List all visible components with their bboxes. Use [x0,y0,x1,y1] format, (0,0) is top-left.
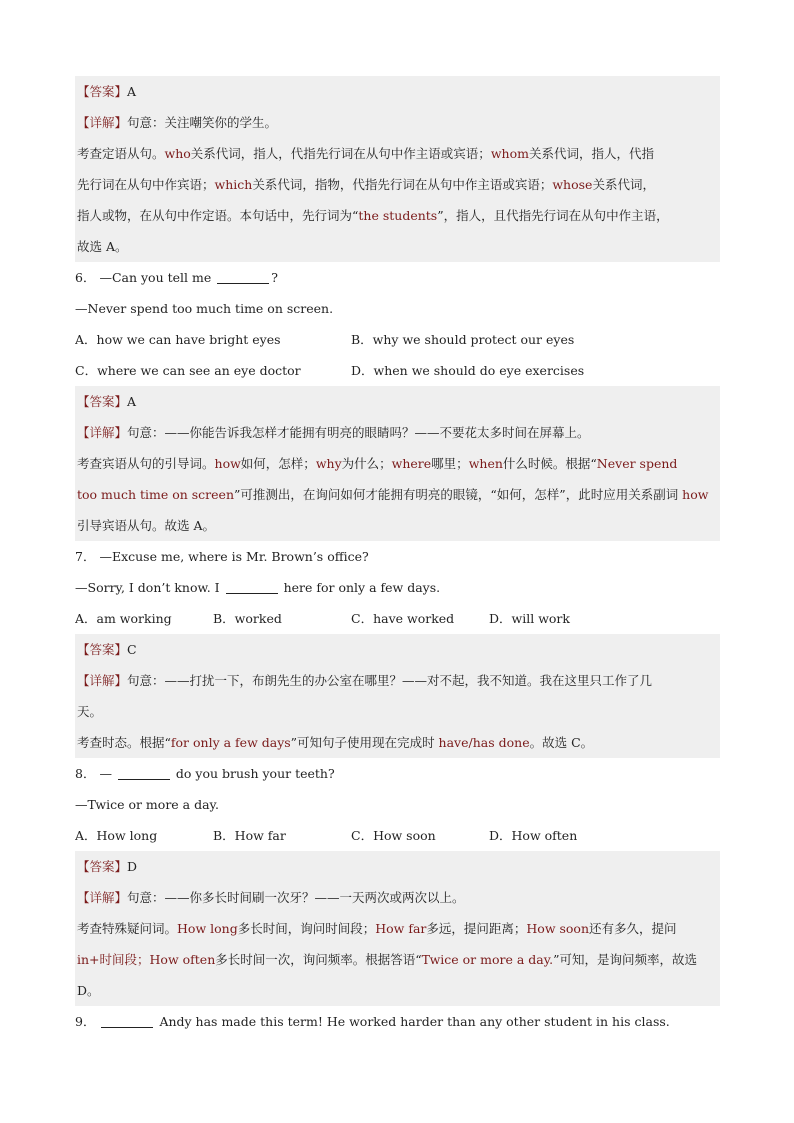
question-stem [75,541,720,572]
explanation-line [75,169,720,200]
explanation-text: 先行词在从句中作宾语； [77,177,215,192]
option-a[interactable]: A．how we can have bright eyes [75,332,281,347]
answer-tag: 【答案】 [77,859,128,874]
question-reply [75,572,720,603]
answer-value: A [127,394,137,409]
english-term: in+时间段； [77,952,150,967]
explanation-text: ”可知，是询问频率，故选 [553,952,697,967]
explanation-text: ”可知句子使用现在完成时 [290,735,439,750]
english-term: why [315,456,342,471]
worksheet-page [75,76,720,1037]
explanation-text: 关系代词， [592,177,655,192]
answer-value: D [127,859,138,874]
meaning-text: 句意：——你多长时间刷一次牙？——一天两次或两次以上。 [127,890,465,905]
english-term: How far [375,921,427,936]
stem-text: ? [271,270,278,285]
option-a[interactable]: A．am working [75,611,172,626]
answer-line [75,76,720,107]
question-reply: —Twice or more a day. [75,797,219,812]
answer-value: C [127,642,137,657]
explanation-line [75,448,720,479]
english-term: How soon [526,921,590,936]
detail-tag: 【详解】 [77,890,128,905]
option-b[interactable]: B．worked [213,611,282,626]
options-row [75,820,720,851]
detail-tag: 【详解】 [77,115,128,130]
english-term: who [164,146,191,161]
stem-text: —Excuse me, where is Mr. Brown’s office? [99,549,369,564]
english-term: too much time on screen [77,487,235,502]
meaning-text: 句意：关注嘲笑你的学生。 [127,115,278,130]
explanation-line [75,200,720,231]
answer-tag: 【答案】 [77,394,128,409]
detail-meaning [75,882,720,913]
answer-line [75,851,720,882]
answer-tag: 【答案】 [77,84,128,99]
explanation-text: 考查时态。根据“ [77,735,171,750]
option-c[interactable]: C．where we can see an eye doctor [75,363,301,378]
english-term: the students [358,208,438,223]
question-number: 9． [75,1014,96,1029]
english-term: which [214,177,253,192]
explanation-text: 多长时间，询问时间段； [237,921,376,936]
detail-meaning [75,107,720,138]
english-term: where [391,456,432,471]
meaning-text: 句意：——打扰一下，布朗先生的办公室在哪里？——对不起，我不知道。我在这里只工作了几 [127,673,653,688]
explanation-text: 还有多久，提问 [589,921,677,936]
explanation-line [75,138,720,169]
answer-blank[interactable] [118,765,170,780]
answer-line [75,634,720,665]
stem-text: here for only a few days. [283,580,441,595]
option-b[interactable]: B．why we should protect our eyes [351,332,575,347]
answer-blank[interactable] [101,1013,153,1028]
explanation-text: ”，指人，且代指先行词在从句中作主语， [437,208,669,223]
option-a[interactable]: A．How long [75,828,158,843]
answer-value: A [127,84,137,99]
explanation-line [75,913,720,944]
english-term: how [214,456,241,471]
explanation-text: 如何，怎样； [240,456,316,471]
explanation-text: 哪里； [431,456,469,471]
explanation-text: 考查定语从句。 [77,146,165,161]
explanation-line [75,479,720,510]
explanation-text: 考查宾语从句的引导词。 [77,456,215,471]
question-stem [75,1006,720,1037]
explanation-text: 什么时候。根据“ [502,456,597,471]
stem-text: Andy has made this term! He worked harder than any other student in his class. [159,1014,670,1029]
english-term: How long [177,921,238,936]
question-stem [75,758,720,789]
english-term: how [682,487,709,502]
explanation-line [75,231,720,262]
english-term: Twice or more a day. [421,952,554,967]
explanation-text: 关系代词，指人，代指先行词在从句中作主语或宾语； [190,146,491,161]
option-d[interactable]: D．will work [489,611,570,626]
stem-text: —Sorry, I don’t know. I [75,580,220,595]
explanation-text: ”可推测出，在询问如何才能拥有明亮的眼镜，“如何，怎样”，此时应用关系副词 [234,487,683,502]
answer-line [75,386,720,417]
english-term: for only a few days [170,735,291,750]
question-number: 6． [75,270,96,285]
english-term: Never spend [596,456,678,471]
explanation-text: 考查特殊疑问词。 [77,921,178,936]
english-term: when [468,456,503,471]
english-term: How often [149,952,216,967]
detail-tag: 【详解】 [77,425,128,440]
explanation-line [75,727,720,758]
english-term: whose [552,177,593,192]
options-row [75,324,720,355]
options-row [75,603,720,634]
explanation-text: D。 [77,983,100,998]
detail-meaning-cont: 天。 [75,696,720,727]
meaning-text: 句意：——你能告诉我怎样才能拥有明亮的眼睛吗？——不要花太多时间在屏幕上。 [127,425,590,440]
explanation-text: 关系代词，指人，代指 [528,146,654,161]
explanation-line [75,510,720,541]
english-term: whom [490,146,529,161]
stem-text: —Can you tell me [99,270,212,285]
option-c[interactable]: C．How soon [351,828,436,843]
explanation-line [75,944,720,975]
stem-text: — [99,766,112,781]
explanation-text: 。故选 C。 [529,735,594,750]
detail-tag: 【详解】 [77,673,128,688]
stem-text: do you brush your teeth? [175,766,335,781]
option-d[interactable]: D．when we should do eye exercises [351,363,585,378]
answer-tag: 【答案】 [77,642,128,657]
option-d[interactable]: D．How often [489,828,578,843]
question-stem [75,262,720,293]
explanation-text: 指人或物，在从句中作定语。本句话中，先行词为“ [77,208,359,223]
explanation-text: 引导宾语从句。故选 A。 [77,518,216,533]
detail-meaning [75,665,720,696]
explanation-line [75,975,720,1006]
answer-blank[interactable] [226,579,278,594]
question-number: 7． [75,549,96,564]
answer-blank[interactable] [217,269,269,284]
option-c[interactable]: C．have worked [351,611,455,626]
explanation-text: 多远，提问距离； [426,921,527,936]
option-b[interactable]: B．How far [213,828,286,843]
explanation-text: 关系代词，指物，代指先行词在从句中作主语或宾语； [252,177,553,192]
explanation-text: 为什么； [341,456,392,471]
question-number: 8． [75,766,96,781]
detail-meaning [75,417,720,448]
options-row [75,355,720,386]
explanation-text: 故选 A。 [77,239,128,254]
question-reply: —Never spend too much time on screen. [75,301,334,316]
english-term: have/has done [438,735,530,750]
explanation-text: 多长时间一次，询问频率。根据答语“ [215,952,422,967]
